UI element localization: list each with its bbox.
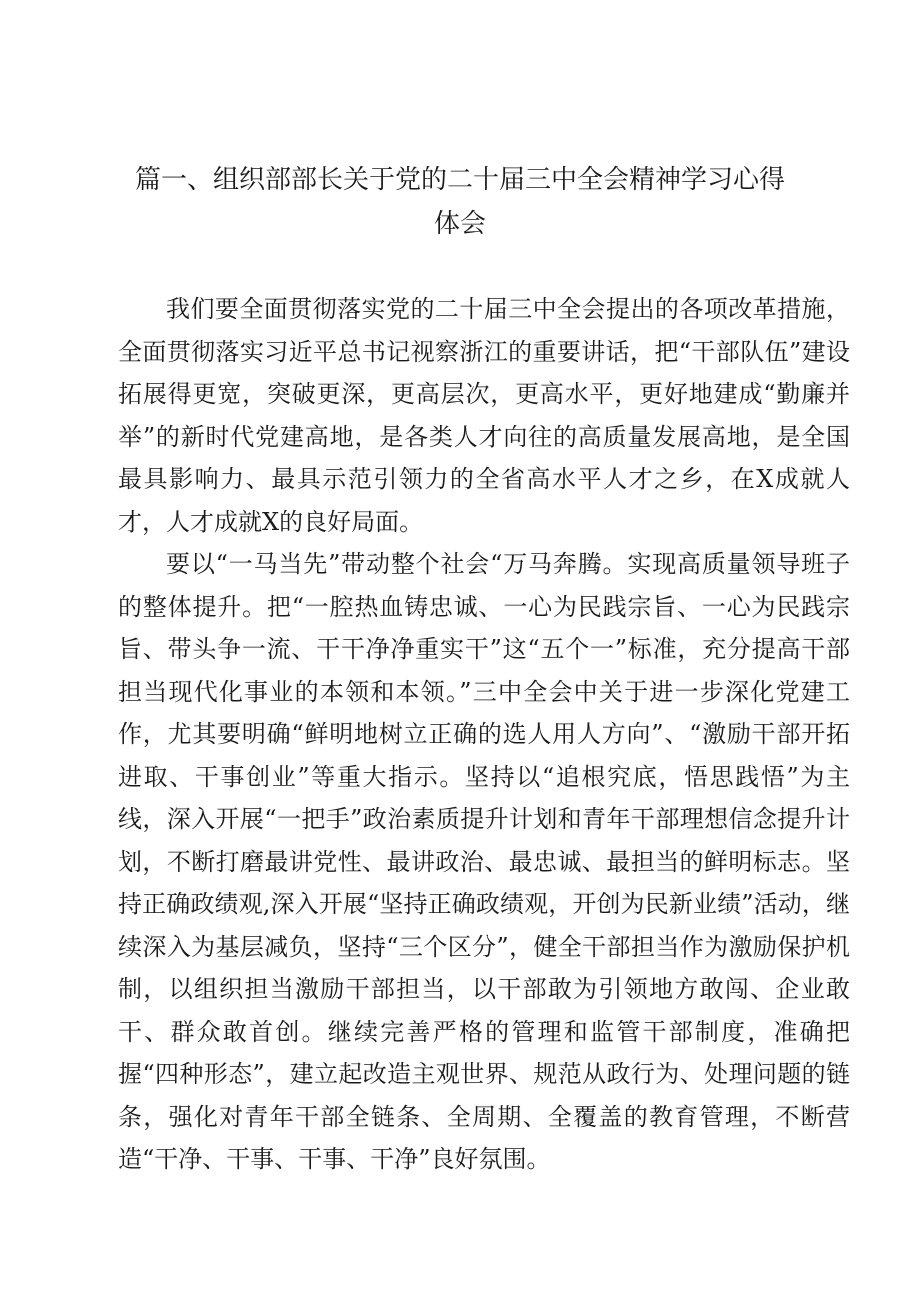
body-paragraph-1: 我们要全面贯彻落实党的二十届三中全会提出的各项改革措施，全面贯彻落实习近平总书记视察浙江的重要讲话，把“干部队伍”建设拓展得更宽，突破更深，更高层次，更高水平，更好地建成“勤廉并举”的新时代党建高地，是各类人才向往的高质量发展高地，是全国最具影响力、最具示范引领力的全省高水平人才之乡，在X成就人才，人才成就X的良好局面。: [118, 295, 850, 536]
document-title: [110, 158, 810, 246]
document-title-line-2: 体会: [433, 209, 486, 239]
document-title-line-1: 篇一、组织部部长关于党的二十届三中全会精神学习心得: [134, 165, 785, 195]
document-body: [118, 288, 850, 1181]
body-paragraph-2: 要以“一马当先”带动整个社会“万马奔腾。实现高质量领导班子的整体提升。把“一腔热血铸忠诚、一心为民践宗旨、一心为民践宗旨、带头争一流、干干净净重实干”这“五个一”标准，充分提高干部担当现代化事业的本领和本领。”三中全会中关于进一步深化党建工作，尤其要明确“鲜明地树立正确的选人用人方向”、“激励干部开拓进取、干事创业”等重大指示。坚持以“追根究底，悟思践悟”为主线，深入开展“一把手”政治素质提升计划和青年干部理想信念提升计划，不断打磨最讲党性、最讲政治、最忠诚、最担当的鲜明标志。坚持正确政绩观,深入开展“坚持正确政绩观，开创为民新业绩”活动，继续深入为基层减负，坚持“三个区分”，健全干部担当作为激励保护机制，以组织担当激励干部担当，以干部敢为引领地方敢闯、企业敢干、群众敢首创。继续完善严格的管理和监管干部制度，准确把握“四种形态”，建立起改造主观世界、规范从政行为、处理问题的链条，强化对青年干部全链条、全周期、全覆盖的教育管理，不断营造“干净、干事、干事、干净”良好氛围。: [118, 550, 850, 1173]
